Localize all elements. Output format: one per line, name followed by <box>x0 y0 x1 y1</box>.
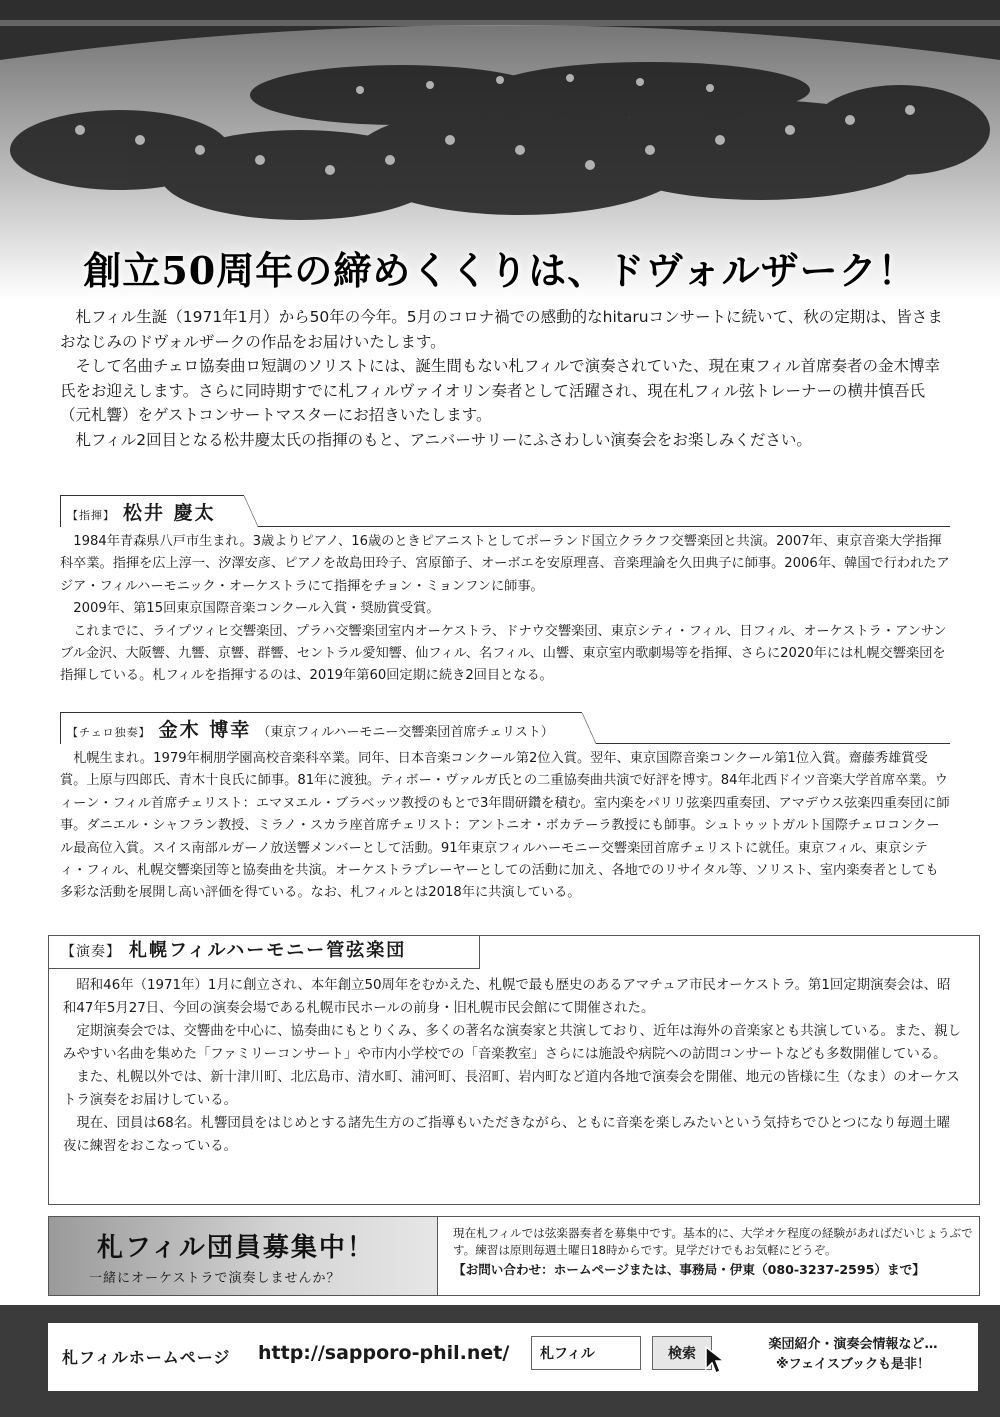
conductor-tag: 【指揮】 <box>67 509 115 522</box>
bio-paragraph: 札幌生まれ。1979年桐朋学園高校音楽科卒業。同年、日本音楽コンクール第2位入賞。翌年、東京国際音楽コンクール第1位入賞。齋藤秀雄賞受賞。上原与四郎氏、青木十良氏に師事。81年に渡独。ティボー・ヴァルガ氏との二重協奏曲共演で好評を博す。84年北西ドイツ音楽大学首席卒業。ウィーン・フィル首席チェリスト：エマヌエル・ブラベッツ教授のもとで3年間研鑽を積む。室内楽をパリリ弦楽四重奏団、アマデウス弦楽四重奏団に師事。ダニエル・シャフラン教授、ミラノ・スカラ座首席チェリスト：アントニオ・ボカテーラ教授にも師事。シュトゥットガルト国際チェロコンクール最高位入賞。スイス南部ルガーノ放送響メンバーとして活動。91年東京フィルハーモニー交響楽団首席チェリストに就任。東京フィル、東京シティ・フィル、札幌交響楽団等と協奏曲を共演。オーケストラプレーヤーとしての活動に加え、各地でのリサイタル等、ソリスト、室内楽奏者としても多彩な活動を展開し高い評価を得ている。なお、札フィルとは2018年に共演している。 <box>60 751 950 901</box>
recruit-details <box>453 1225 973 1278</box>
bio-paragraph: 現在、団員は68名。札響団員をはじめとする諸先生方のご指導もいただきながら、ともに音楽を楽しみたいという気持ちでひとつになり毎週土曜夜に練習をおこなっている。 <box>63 1116 951 1154</box>
conductor-bio <box>60 527 950 688</box>
homepage-link[interactable]: http://sapporo-phil.net/ <box>258 1342 510 1364</box>
recruit-title: 札フィル団員募集中！ <box>97 1233 375 1263</box>
search-input[interactable]: 札フィル <box>531 1336 641 1370</box>
footer <box>0 1305 1000 1417</box>
orchestra-bio <box>63 974 963 1158</box>
homepage-label: 札フィルホームページ <box>62 1348 231 1367</box>
facebook-note-line: ※フェイスブックも是非！ <box>776 1357 930 1372</box>
bio-paragraph: 昭和46年（1971年）1月に創立され、本年創立50周年をむかえた、札幌で最も歴史のあるアマチュア市民オーケストラ。第1回定期演奏会は、昭和47年5月27日、今回の演奏会場である札幌市民ホールの前身・旧札幌市民会館にて開催された。 <box>63 978 951 1016</box>
headline: 創立50周年の締めくくりは、ドヴォルザーク！ <box>83 248 917 293</box>
orchestra-name: 札幌フィルハーモニー管弦楽団 <box>129 940 407 961</box>
cellist-subtitle: （東京フィルハーモニー交響楽団首席チェリスト） <box>257 725 554 740</box>
facebook-note <box>738 1335 968 1375</box>
bio-paragraph: これまでに、ライプツィヒ交響楽団、プラハ交響楽団室内オーケストラ、ドナウ交響楽団、東京シティ・フィル、日フィル、オーケストラ・アンサンブル金沢、大阪響、九響、京響、群響、セントラル愛知響、仙フィル、名フィル、山響、東京室内歌劇場等を指揮、さらに2020年には札幌交響楽団を指揮している。札フィルを指揮するのは、2019年第60回定期に続き2回目となる。 <box>60 623 947 684</box>
bio-paragraph: 定期演奏会では、交響曲を中心に、協奏曲にもとりくみ、多くの著名な演奏家と共演しており、近年は海外の音楽家とも共演している。また、親しみやすい名曲を集めた「ファミリーコンサート」や市内小学校での「音楽教室」さらには施設や病院への訪問コンサートなども多数開催している。 <box>63 1024 961 1062</box>
cellist-name: 金木 博幸 <box>158 719 252 741</box>
facebook-note-line: 楽団紹介・演奏会情報など… <box>768 1337 938 1352</box>
orchestra-section <box>48 935 980 1205</box>
bio-paragraph: 1984年青森県八戸市生まれ。3歳よりピアノ、16歳のときピアニストとしてポーランド国立クラクフ交響楽団と共演。2007年、東京音楽大学指揮科卒業。指揮を広上淳一、汐澤安彦、ピアノを故島田玲子、宮原節子、オーボエを安原理喜、音楽理論を久田典子に師事。2006年、韓国で行われたアジア・フィルハーモニック・オーケストラにて指揮をチョン・ミョンフンに師事。 <box>60 534 950 594</box>
bio-paragraph: 2009年、第15回東京国際音楽コンクール入賞・奨励賞受賞。 <box>73 601 440 617</box>
conductor-name: 松井 慶太 <box>123 502 216 524</box>
conductor-heading <box>60 495 244 527</box>
recruit-contact: 【お問い合わせ：ホームページまたは、事務局・伊東（080-3237-2595）まで】 <box>453 1262 925 1277</box>
cellist-section <box>60 712 950 905</box>
cellist-heading <box>60 712 582 744</box>
orchestra-heading <box>49 936 480 969</box>
orchestra-tag: 【演奏】 <box>61 944 121 960</box>
search-button[interactable]: 検索 <box>652 1336 712 1370</box>
footer-panel <box>48 1323 978 1391</box>
bio-paragraph: また、札幌以外では、新十津川町、北広島市、清水町、浦河町、長沼町、岩内町など道内各地で演奏会を開催、地元の皆様に生（なま）のオーケストラ演奏をお届けしている。 <box>63 1070 960 1108</box>
recruit-banner <box>48 1216 980 1296</box>
recruit-heading-panel <box>49 1217 438 1295</box>
recruit-subtitle: 一緒にオーケストラで演奏しませんか？ <box>89 1271 341 1286</box>
recruit-text: 現在札フィルでは弦楽器奏者を募集中です。基本的に、大学オケ程度の経験があればだいじょうぶです。練習は原則毎週土曜日18時からです。見学だけでもお気軽にどうぞ。 <box>453 1226 973 1257</box>
cellist-tag: 【チェロ独奏】 <box>67 726 151 739</box>
cellist-bio <box>60 744 950 905</box>
intro-text <box>60 305 950 452</box>
conductor-section <box>60 495 950 688</box>
intro-paragraph: そして名曲チェロ協奏曲ロ短調のソリストには、誕生間もない札フィルで演奏されていた、現在東フィル首席奏者の金木博幸氏をお迎えします。さらに同時期すでに札フィルヴァイオリン奏者として活躍され、現在札フィル弦トレーナーの横井慎吾氏（元札響）をゲストコンサートマスターにお招きいたします。 <box>60 357 940 424</box>
intro-paragraph: 札フィル2回目となる松井慶太氏の指揮のもと、アニバーサリーにふさわしい演奏会をお楽しみください。 <box>75 430 812 449</box>
mouse-cursor-icon <box>704 1345 726 1375</box>
intro-paragraph: 札フィル生誕（1971年1月）から50年の今年。5月のコロナ禍での感動的なhitaruコンサートに続いて、秋の定期は、皆さまおなじみのドヴォルザークの作品をお届けいたします。 <box>60 308 943 351</box>
